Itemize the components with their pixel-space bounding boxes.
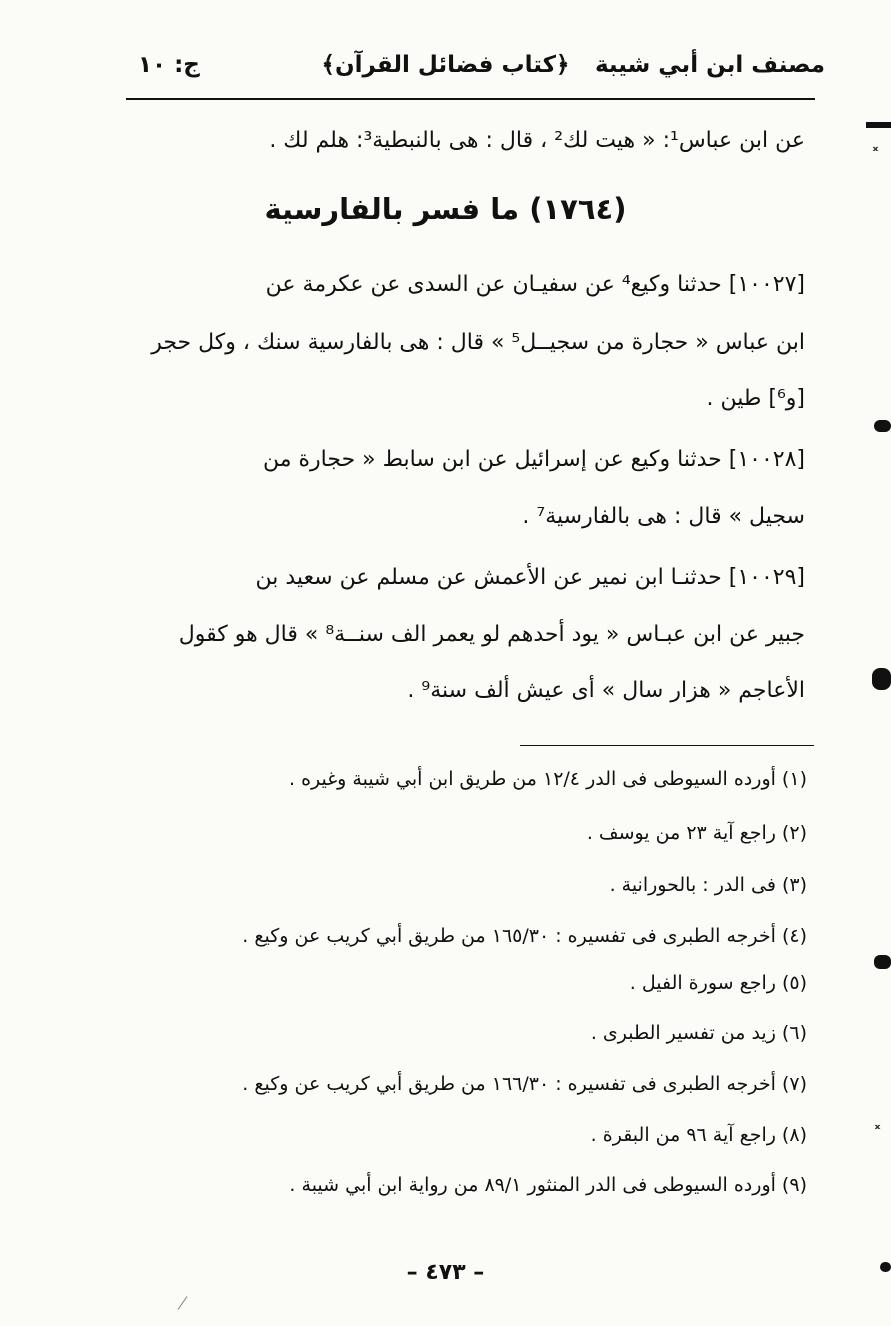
scan-artifact-mark [880,1262,891,1272]
footnote: (٧) أخرجه الطبرى فى تفسيره : ١٦٦/٣٠ من طريق أبي كريب عن وكيع . [242,1073,807,1095]
text-line: [١٠٠٢٩] حدثنـا ابن نمير عن الأعمش عن مسلم عن سعيد بن [255,565,805,590]
footnote: (٦) زيد من تفسير الطبرى . [590,1022,807,1044]
scan-artifact-scratch [178,1296,188,1310]
scan-artifact-mark [874,420,891,432]
chapter-heading: (١٧٦٤) ما فسر بالفارسية [264,192,627,226]
text-line: جبير عن ابن عبـاس « يود أحدهم لو يعمر الف سنــة⁸ » قال هو كقول [178,622,805,647]
page-number: – ٤٧٣ – [406,1260,485,1285]
text-line: [١٠٠٢٧] حدثنا وكيع⁴ عن سفيـان عن السدى عن عكرمة عن [265,272,805,297]
scan-artifact-mark [866,122,891,128]
footnote: (٨) راجع آية ٩٦ من البقرة . [590,1124,807,1146]
header-rule [126,98,815,100]
footnote-rule [520,745,814,746]
text-line: ابن عباس « حجارة من سجيــل⁵ » قال : هى بالفارسية سنك ، وكل حجر [151,330,805,355]
footnote: (٩) أورده السيوطى فى الدر المنثور ٨٩/١ من رواية ابن أبي شيبة . [289,1174,807,1196]
text-line: الأعاجم « هزار سال » أى عيش ألف سنة⁹ . [407,678,805,703]
scan-artifact-mark [872,668,891,690]
footnote: (١) أورده السيوطى فى الدر ١٢/٤ من طريق ابن أبي شيبة وغيره . [289,768,807,790]
running-header-book-title: مصنف ابن أبي شيبة [594,52,825,78]
scan-artifact-tick: ˟ [872,1124,883,1149]
text-line: سجيل » قال : هى بالفارسية⁷ . [522,504,805,529]
footnote: (٢) راجع آية ٢٣ من يوسف . [586,822,807,844]
footnote: (٣) فى الدر : بالحورانية . [609,874,807,896]
scan-artifact-mark [874,955,891,969]
footnote: (٥) راجع سورة الفيل . [629,972,807,994]
scan-artifact-tick: ˟ [870,146,881,171]
running-header-section-title: ﴿كتاب فضائل القرآن﴾ [321,52,570,78]
text-line: [و⁶] طين . [706,386,805,411]
footnote: (٤) أخرجه الطبرى فى تفسيره : ١٦٥/٣٠ من طريق أبي كريب عن وكيع . [242,925,807,947]
text-line-continuation: عن ابن عباس¹: « هيت لك² ، قال : هى بالنبطية³: هلم لك . [269,128,805,153]
text-line: [١٠٠٢٨] حدثنا وكيع عن إسرائيل عن ابن سابط « حجارة من [263,447,805,472]
running-header-volume: ج: ١٠ [138,52,200,78]
